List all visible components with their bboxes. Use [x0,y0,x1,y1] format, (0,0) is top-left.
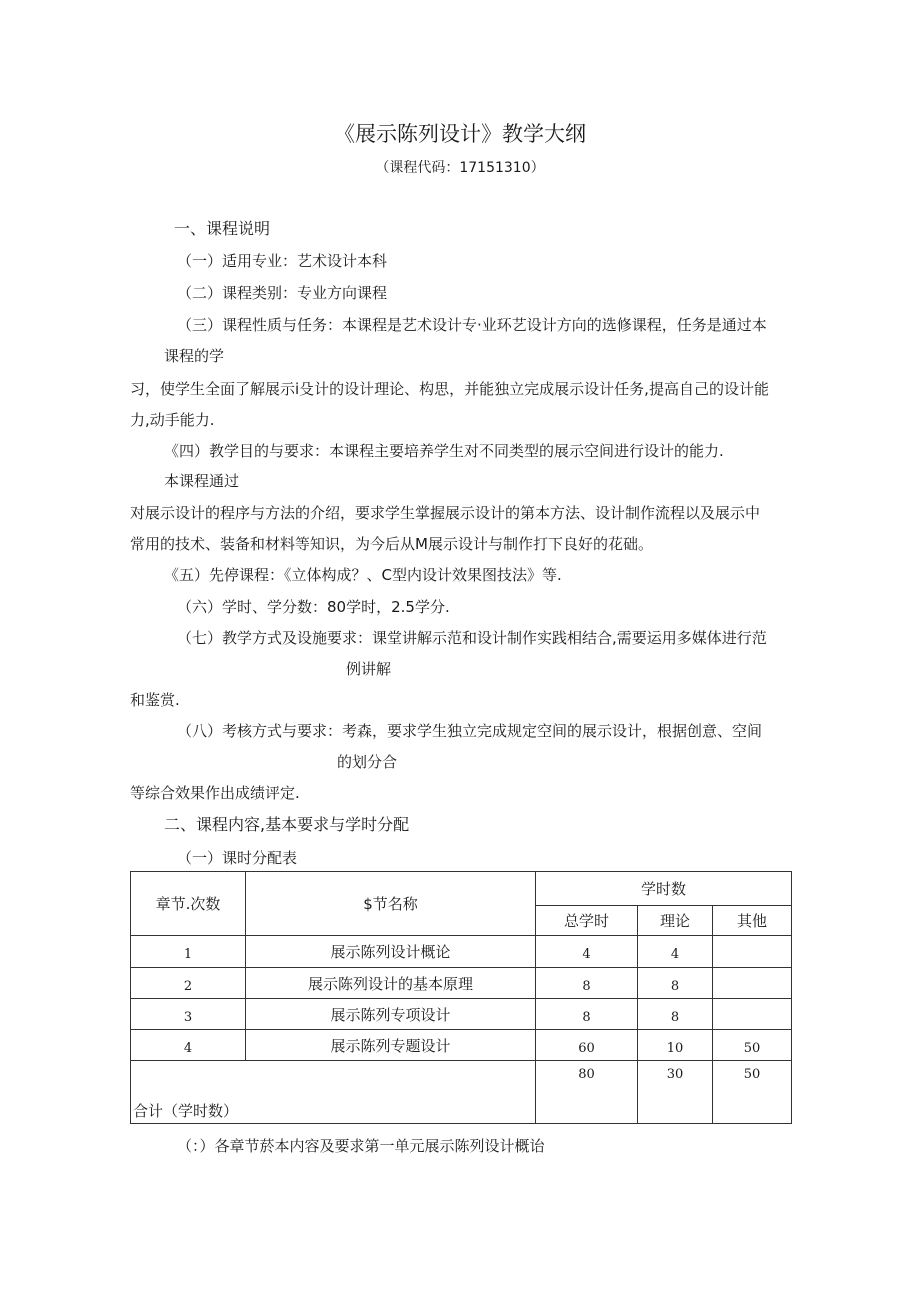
sum-total: 80 [536,1061,638,1124]
paragraph-course-category: （二）课程类别：专业方向课程 [177,284,388,302]
row-theory: 4 [638,936,713,968]
paragraph-credit-hours: （六）学时、学分数：80学时，2.5学分. [177,598,450,616]
header-theory: 理论 [638,906,713,936]
row-other [713,999,792,1030]
table-row [131,968,792,999]
section-heading-course-content: 二、课程内容,基本要求与学时分配 [164,815,410,834]
table-row [131,936,792,968]
header-section-name: $节名称 [246,872,536,936]
row-name: 展示陈列设计的基本原理 [246,968,536,999]
row-theory: 10 [638,1030,713,1061]
row-number: 4 [131,1030,246,1061]
header-total-hours: 总学时 [536,906,638,936]
header-chapter: 章节.次数 [131,872,246,936]
paragraph-course-nature-cont: 课程的学 [164,347,225,365]
row-total: 8 [536,999,638,1030]
paragraph-course-nature-cont3: 力,动手能力. [130,411,215,429]
paragraph-teaching-goals-cont2: 对展示设计的程序与方法的介绍，要求学生掌握展示设计的第本方法、设计制作流程以及展示中 [130,504,761,522]
paragraph-teaching-methods-cont: 例讲解 [346,660,392,678]
hours-allocation-table [130,871,792,1124]
header-other: 其他 [713,906,792,936]
paragraph-course-nature: （三）课程性质与任务：本课程是艺术设计专·业环艺设计方向的选修课程，任务是通过本 [177,316,767,334]
sum-label: 合计（学时数） [131,1061,536,1124]
paragraph-teaching-goals: 《四）教学目的与要求：本课程主要培养学生对不同类型的展示空间进行设计的能力. [164,442,724,460]
row-total: 4 [536,936,638,968]
paragraph-teaching-goals-cont: 本课程通过 [164,472,240,490]
document-title: 《展示陈列设计》教学大纲 [334,122,586,146]
row-theory: 8 [638,968,713,999]
header-hours: 学时数 [536,872,792,906]
sum-theory: 30 [638,1061,713,1124]
paragraph-assessment-cont: 的划分合 [337,753,398,771]
row-name: 展示陈列专项设计 [246,999,536,1030]
paragraph-applicable-major: （一）适用专业：艺术设计本科 [177,252,388,270]
table-row-sum [131,1061,792,1124]
paragraph-course-nature-cont2: 习，使学生全面了解展示i殳计的设计理论、构思，并能独立完成展示设计任务,提高自己的设计能 [130,380,769,398]
paragraph-teaching-methods: （七）教学方式及设施要求：课堂讲解示范和设计制作实践相结合,需要运用多媒体进行范 [177,629,767,647]
paragraph-teaching-methods-cont2: 和鉴赏. [130,691,180,709]
table-row [131,1030,792,1061]
row-total: 60 [536,1030,638,1061]
row-number: 2 [131,968,246,999]
paragraph-assessment-cont2: 等综合效果作出成绩评定. [130,784,300,802]
table-row [131,999,792,1030]
paragraph-teaching-goals-cont3: 常用的技术、装备和材料等知识，为今后从M展示设计与制作打下良好的花础。 [130,535,653,553]
subheading-hours-table: （一）课时分配表 [177,849,298,867]
section-heading-course-description: 一、课程说明 [174,219,271,238]
row-other [713,936,792,968]
paragraph-assessment: （八）考核方式与要求：考森，要求学生独立完成规定空间的展示设计，根据创意、空间 [177,722,763,740]
row-name: 展示陈列设计概论 [246,936,536,968]
course-code: （课程代码：17151310） [375,160,545,176]
row-number: 1 [131,936,246,968]
row-total: 8 [536,968,638,999]
sum-other: 50 [713,1061,792,1124]
paragraph-prerequisites: 《五）先停课程：《立体构成？、C型内设计效果图技法》等. [164,566,562,584]
row-other [713,968,792,999]
row-other: 50 [713,1030,792,1061]
row-number: 3 [131,999,246,1030]
row-name: 展示陈列专题设计 [246,1030,536,1061]
subheading-chapter-content: （：）各章节菸本内容及要求第一单元展示陈列设计概诒 [177,1137,545,1155]
row-theory: 8 [638,999,713,1030]
